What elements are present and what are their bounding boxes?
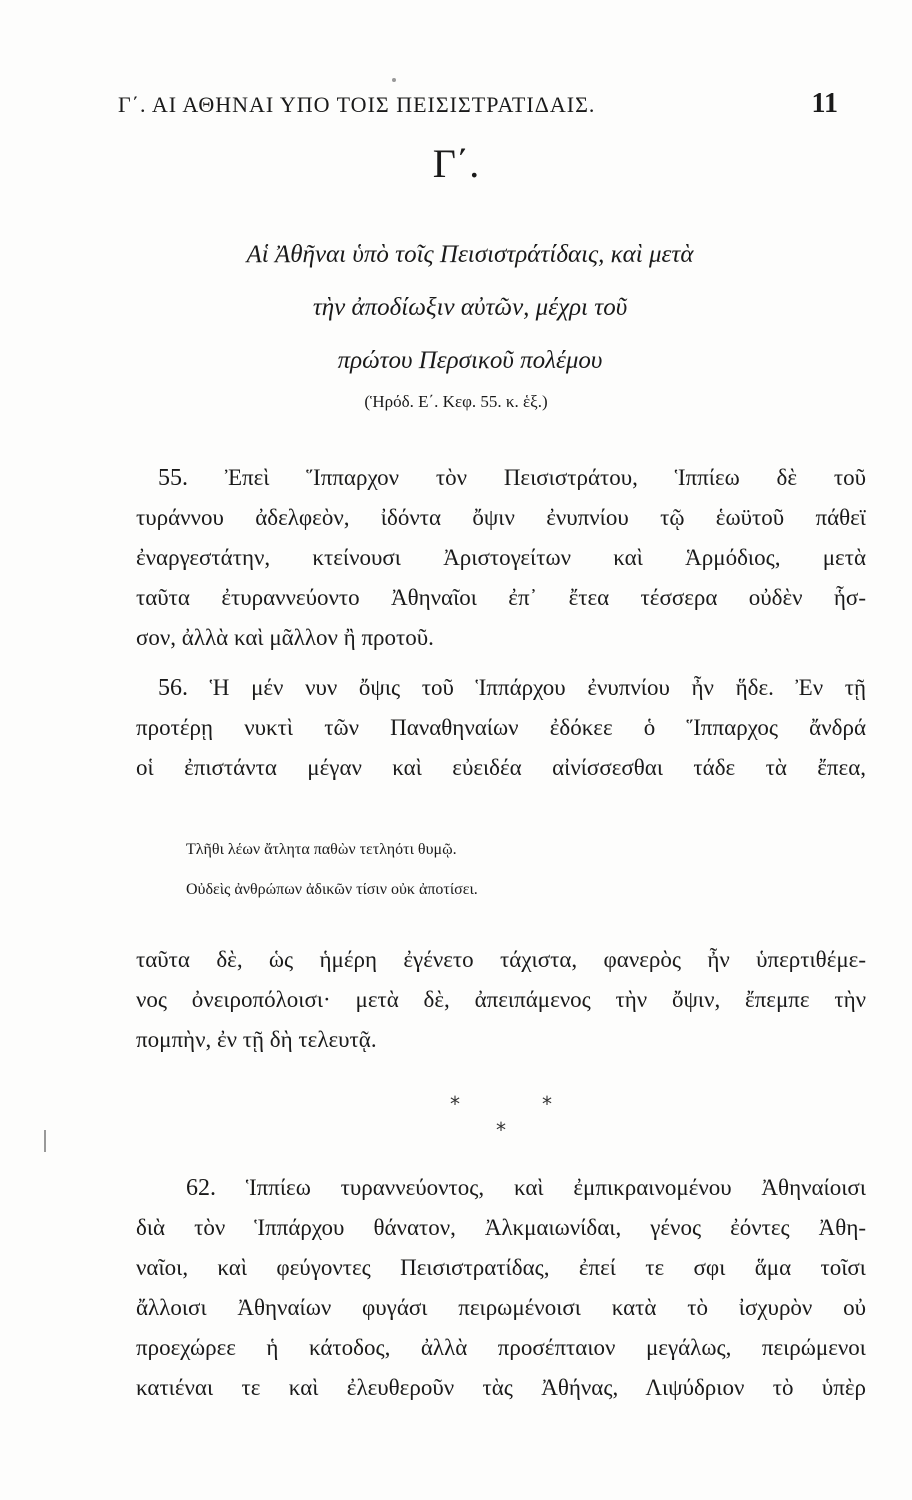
paragraph-line: ἄλλοισι Ἀθηναίων φυγάσι πειρωμένοισι κατὰ τὸ ἰσχυρὸν οὐ	[136, 1295, 866, 1320]
paragraph-line: κατιέναι τε καὶ ἐλευθεροῦν τὰς Ἀθήνας, Λιψύδριον τὸ ὑπὲρ	[136, 1375, 866, 1400]
paragraph-text: Ἐπεὶ Ἵππαρχον τὸν Πεισιστράτου, Ἱππίεω δὲ τοῦ	[224, 465, 866, 490]
paragraph-line: ναῖοι, καὶ φεύγοντες Πεισιστρατίδας, ἐπεί τε σφι ἅμα τοῖσι	[136, 1255, 866, 1280]
paragraph-line	[136, 458, 866, 498]
chapter-title-line: πρώτου Περσικοῦ πολέμου	[337, 347, 603, 374]
paragraph-line: σον, ἀλλὰ καὶ μᾶλλον ἢ προτοῦ.	[136, 625, 434, 650]
paragraph-line: ἐναργεστάτην, κτείνουσι Ἀριστογείτων καὶ Ἁρμόδιος, μετὰ	[136, 545, 866, 570]
paragraph-number: 55.	[158, 465, 188, 491]
section-break	[0, 1088, 912, 1148]
paragraph-line: προτέρῃ νυκτὶ τῶν Παναθηναίων ἐδόκεε ὁ Ἵππαρχος ἄνδρά	[136, 715, 866, 740]
paragraph-56-continued	[136, 940, 866, 1060]
verse-line: Τλῆθι λέων ἄτλητα παθὼν τετληότι θυμῷ.	[186, 841, 457, 858]
chapter-title-line: Αἱ Ἀθῆναι ὑπὸ τοῖς Πεισιστράτίδαις, καὶ μετὰ	[246, 241, 694, 268]
verse-quotation	[186, 830, 746, 910]
chapter-title	[150, 228, 790, 387]
margin-mark	[44, 1130, 46, 1152]
paragraph-line: διὰ τὸν Ἱππάρχου θάνατον, Ἀλκμαιωνίδαι, γένος ἐόντες Ἀθη-	[136, 1215, 866, 1240]
chapter-title-line: τὴν ἀποδίωξιν αὐτῶν, μέχρι τοῦ	[312, 294, 628, 321]
paragraph-line: πομπὴν, ἐν τῇ δὴ τελευτᾷ.	[136, 1027, 377, 1052]
asterism: *	[496, 1118, 506, 1142]
paragraph-line: προεχώρεε ἡ κάτοδος, ἀλλὰ προσέπταιον μεγάλως, πειρώμενοι	[136, 1335, 866, 1360]
source-reference: (Ἡρόδ. Ε΄. Κεφ. 55. κ. ἑξ.)	[364, 392, 548, 411]
asterism: *	[542, 1092, 552, 1116]
paragraph-text: Ἱππίεω τυραννεύοντος, καὶ ἐμπικραινομένου Ἀθηναίοισι	[245, 1175, 867, 1200]
paragraph-56	[136, 668, 866, 788]
verse-line: Οὐδεὶς ἀνθρώπων ἀδικῶν τίσιν οὐκ ἀποτίσει.	[186, 881, 478, 898]
paragraph-line	[136, 1168, 866, 1208]
running-head	[118, 88, 838, 128]
chapter-mark: Γ΄.	[432, 141, 480, 186]
paragraph-55	[136, 458, 866, 658]
paragraph-number: 56.	[158, 675, 188, 701]
paragraph-number: 62.	[186, 1175, 216, 1201]
paragraph-line: ταῦτα δὲ, ὡς ἡμέρη ἐγένετο τάχιστα, φανερὸς ἦν ὑπερτιθέμε-	[136, 947, 866, 972]
paragraph-62	[136, 1168, 866, 1408]
running-title: Γ΄. ΑΙ ΑΘΗΝΑΙ ΥΠΟ ΤΟΙΣ ΠΕΙΣΙΣΤΡΑΤΙΔΑΙΣ.	[118, 92, 596, 117]
paragraph-text: Ἡ μέν νυν ὄψις τοῦ Ἱππάρχου ἐνυπνίου ἦν ἥδε. Ἐν τῇ	[209, 675, 867, 700]
paragraph-line: τυράννου ἀδελφεὸν, ἰδόντα ὄψιν ἐνυπνίου τῷ ἑωϋτοῦ πάθεϊ	[136, 505, 866, 530]
paragraph-line: νος ὀνειροπόλοισι· μετὰ δὲ, ἀπειπάμενος τὴν ὄψιν, ἔπεμπε τὴν	[136, 987, 866, 1012]
asterism: *	[450, 1092, 460, 1116]
page-number: 11	[811, 88, 838, 119]
paragraph-line: οἱ ἐπιστάντα μέγαν καὶ εὐειδέα αἰνίσσεσθαι τάδε τὰ ἔπεα,	[136, 755, 866, 780]
margin-mark	[392, 78, 396, 82]
paragraph-line	[136, 668, 866, 708]
paragraph-line: ταῦτα ἐτυραννεύοντο Ἀθηναῖοι ἐπ᾿ ἔτεα τέσσερα οὐδὲν ἧσ-	[136, 585, 866, 610]
